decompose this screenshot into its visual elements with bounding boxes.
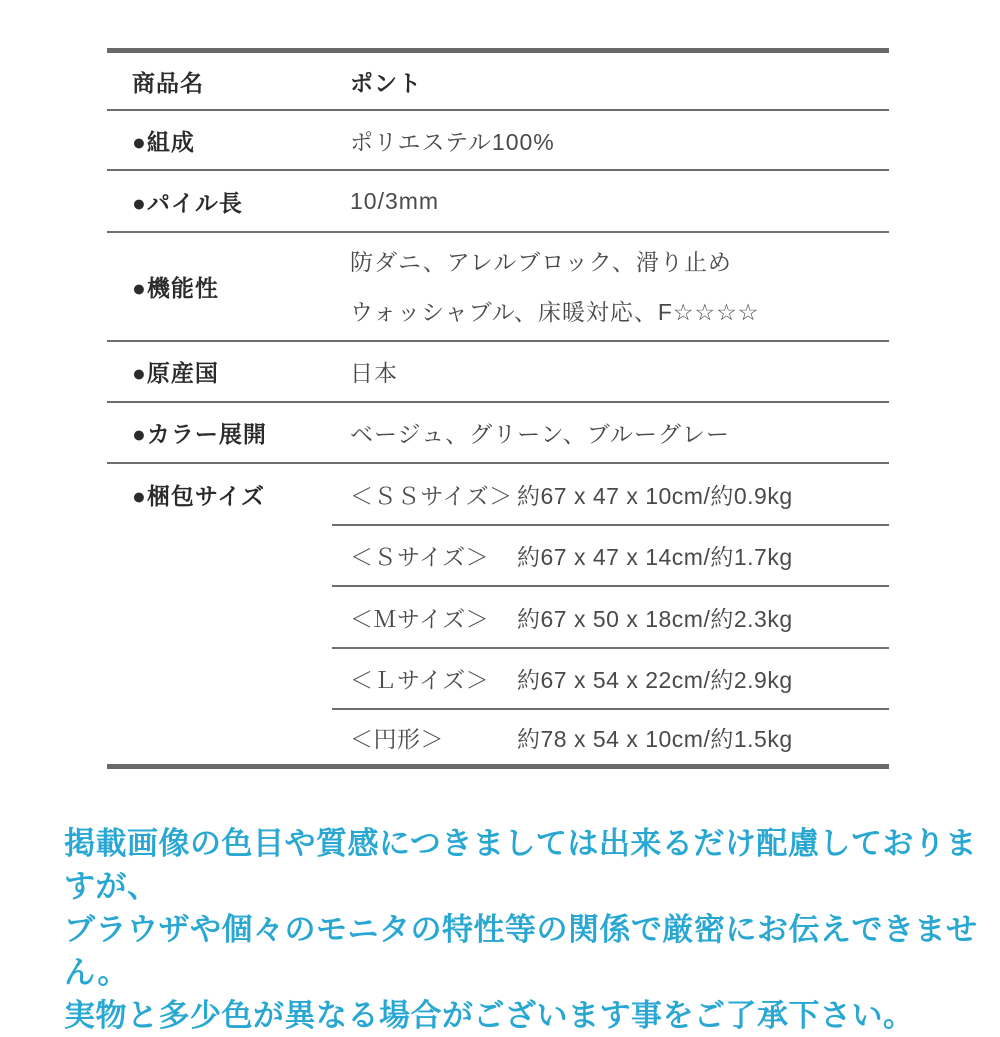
packaging-row-m [332,585,889,647]
functionality-line-1: 防ダニ、アレルブロック、滑り止め [350,248,732,275]
disclaimer-line-3: 実物と多少色が異なる場合がございます事をご了承下さい。 [64,998,915,1033]
packaging-size-dims-l: 約67 x 54 x 22cm/約2.9kg [517,667,793,693]
packaging-size-dims-m: 約67 x 50 x 18cm/約2.3kg [517,605,793,632]
spec-label-functionality: ●機能性 [132,275,219,301]
packaging-row-l [332,647,889,708]
spec-row-color-variations [107,403,889,464]
functionality-line-2: ウォッシャブル、床暖対応、F☆☆☆☆ [350,298,760,325]
spec-label-composition: ●組成 [132,128,195,155]
spec-value-pile-length: 10/3mm [350,187,440,214]
spec-label-color-variations: ●カラー展開 [132,421,267,447]
product-spec-table [107,48,889,769]
disclaimer-line-1: 掲載画像の色目や質感につきましては出来るだけ配慮しておりますが、 [64,826,977,904]
packaging-size-dims-ss: 約67 x 47 x 10cm/約0.9kg [517,482,793,509]
spec-value-color-variations: ベージュ、グリーン、ブルーグレー [350,421,730,447]
packaging-size-name-round: ＜円形＞ [350,725,444,752]
packaging-row-s [332,524,889,585]
packaging-size-subtable [332,464,889,764]
packaging-row-ss [332,464,889,524]
spec-value-functionality [350,237,759,337]
packaging-size-dims-s: 約67 x 47 x 14cm/約1.7kg [517,544,793,570]
spec-value-product-name: ポント [350,69,422,96]
packaging-size-name-m: ＜Ｍサイズ＞ [350,605,490,632]
color-disclaimer-note [64,822,1000,1037]
spec-row-pile-length [107,171,889,233]
packaging-row-round [332,708,889,764]
disclaimer-line-2: ブラウザや個々のモニタの特性等の関係で厳密にお伝えできません。 [64,912,978,990]
spec-row-functionality [107,233,889,342]
packaging-size-name-s: ＜Ｓサイズ＞ [350,544,490,570]
spec-row-packaging-size [107,464,889,764]
spec-row-product-name [107,53,889,111]
packaging-size-name-l: ＜Ｌサイズ＞ [350,667,490,693]
spec-value-origin-country: 日本 [350,360,398,386]
packaging-size-name-ss: ＜ＳＳサイズ＞ [350,482,513,509]
spec-value-composition: ポリエステル100% [350,128,555,155]
spec-label-pile-length: ●パイル長 [132,189,243,216]
spec-row-composition [107,111,889,171]
spec-label-product-name: 商品名 [132,69,204,96]
spec-row-origin-country [107,342,889,403]
spec-label-origin-country: ●原産国 [132,360,219,386]
spec-label-packaging-size: ●梱包サイズ [132,482,266,509]
packaging-size-dims-round: 約78 x 54 x 10cm/約1.5kg [517,725,793,752]
